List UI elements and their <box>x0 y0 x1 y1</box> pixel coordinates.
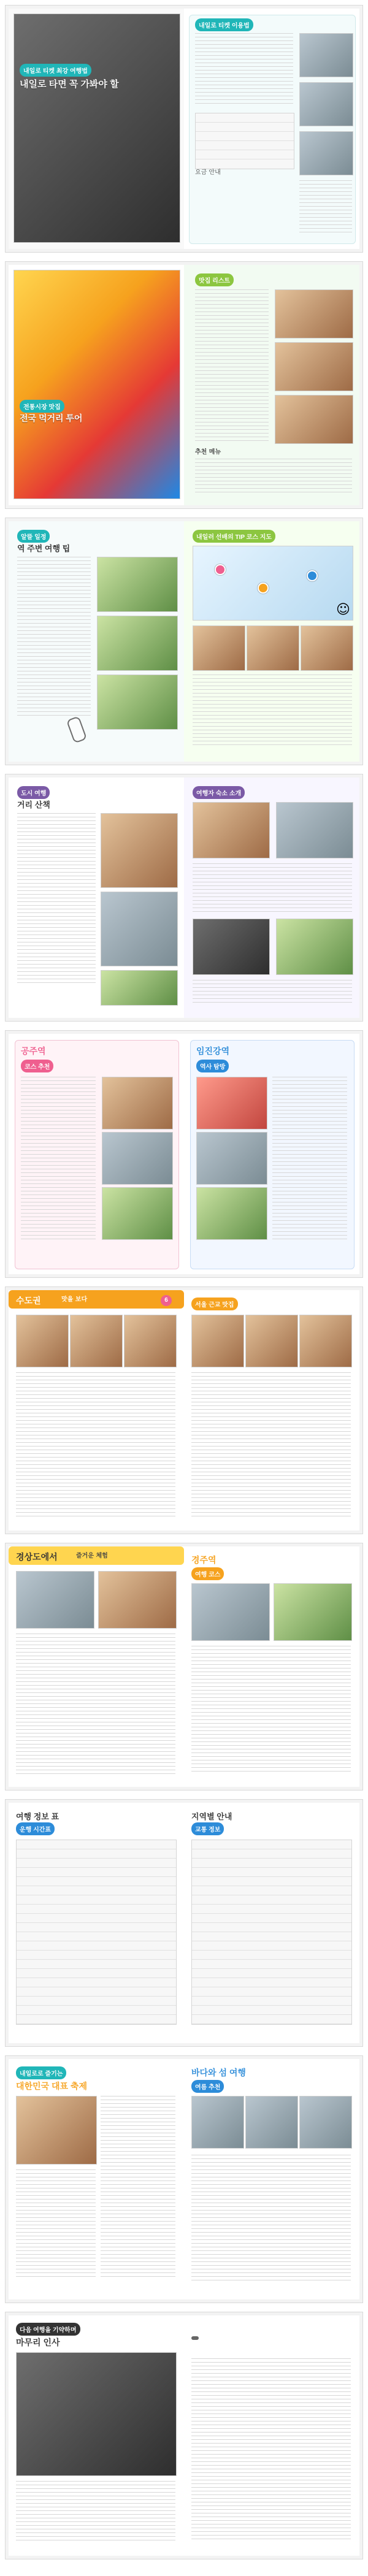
paperclip-icon <box>66 716 87 743</box>
spread-8 <box>5 1799 363 2047</box>
spread-8-right-title: 지역별 안내 <box>191 1812 232 1821</box>
spread-3-left-text <box>17 557 91 716</box>
spread-3-photo-a <box>97 557 178 612</box>
spread-4-left-text <box>17 813 96 985</box>
spread-5-right-photo-c <box>196 1187 267 1240</box>
spread-5-left-text <box>21 1077 96 1242</box>
spread-1 <box>5 5 363 253</box>
spread-6 <box>5 1286 363 1534</box>
spread-5-right-page <box>184 1034 359 1274</box>
spread-4-tag: 도시 여행 <box>17 786 50 799</box>
spread-8-right-page <box>184 1803 359 2043</box>
spread-9-title: 대한민국 대표 축제 <box>16 2081 87 2091</box>
spread-4-right-header: 여행자 숙소 소개 <box>193 786 245 799</box>
food-photo-2 <box>275 342 353 391</box>
spread-5-right-title: 임진강역 <box>196 1046 230 1056</box>
map-photo <box>193 546 353 621</box>
market-umbrellas-photo <box>13 270 180 499</box>
spread-9-right-title: 바다와 섬 여행 <box>191 2068 246 2077</box>
spread-6-right-header: 서울 근교 맛집 <box>191 1298 238 1310</box>
food-photo-1 <box>275 289 353 338</box>
spread-1-right-notes <box>299 180 352 235</box>
spread-2-tag: 전통시장 맛집 <box>20 400 64 413</box>
street-photo-3 <box>101 970 178 1006</box>
spread-4-right-text-a <box>193 863 352 912</box>
spread-5-right-text <box>272 1077 347 1242</box>
fare-table <box>195 113 294 169</box>
spread-4-right-text-b <box>193 980 352 1004</box>
spread-8-left-page <box>9 1803 184 2043</box>
spread-3 <box>5 518 363 765</box>
spread-4-right-page <box>184 778 359 1018</box>
spread-5-right-photo-a <box>196 1077 267 1129</box>
spread-2-title: 전국 먹거리 투어 <box>20 413 83 423</box>
smile-icon: ☺ <box>336 602 350 617</box>
spread-5-left-page <box>9 1034 184 1274</box>
guesthouse-photo-3 <box>193 919 270 975</box>
spread-6-right-photo-a <box>191 1315 244 1367</box>
spread-7-title: 경상도에서 <box>16 1552 58 1562</box>
spread-10-tag: 다음 여행을 기약하며 <box>16 2323 80 2336</box>
guesthouse-photo-1 <box>193 802 270 858</box>
spread-10-title: 마무리 인사 <box>16 2337 60 2347</box>
guesthouse-photo-2 <box>276 802 353 858</box>
spread-5-right-photo-b <box>196 1132 267 1185</box>
spread-2-right-list-title: 추천 메뉴 <box>195 449 221 456</box>
spread-5-photo-b <box>102 1132 173 1185</box>
spread-6-right-page <box>184 1290 359 1531</box>
spread-6-photo-c <box>124 1315 177 1367</box>
spread-2-right-header: 맛집 리스트 <box>195 273 234 286</box>
spread-2-right-text <box>195 289 269 443</box>
spread-7-photo-a <box>16 1571 94 1629</box>
spread-6-right-photo-b <box>245 1315 298 1367</box>
spread-7 <box>5 1543 363 1791</box>
map-pin-icon-3 <box>307 570 318 581</box>
spread-1-tag: 내일로 티켓 최강 여행법 <box>20 64 91 77</box>
spread-1-right-page <box>184 9 359 249</box>
spread-9-right-tag: 여름 추천 <box>191 2080 224 2093</box>
spread-4-title: 거리 산책 <box>17 800 50 809</box>
spread-7-right-page <box>184 1546 359 1787</box>
spread-2 <box>5 261 363 509</box>
spread-6-title: 수도권 <box>16 1296 41 1305</box>
spread-1-left-page <box>9 9 184 249</box>
spread-5-tag: 코스 추천 <box>21 1060 53 1072</box>
spread-6-photo-b <box>70 1315 123 1367</box>
spread-9 <box>5 2055 363 2303</box>
spread-6-right-text <box>191 1372 351 1519</box>
spread-8-right-tag: 교통 정보 <box>191 1822 224 1835</box>
spread-10 <box>5 2312 363 2559</box>
spread-7-tag: 즐거운 체험 <box>76 1553 108 1559</box>
spread-9-left-text <box>101 2096 175 2280</box>
spread-6-photo-a <box>16 1315 69 1367</box>
spread-3-photo-c <box>97 675 178 730</box>
spread-3-left-page <box>9 521 184 762</box>
spread-10-right-page <box>184 2315 359 2556</box>
spread-3-right-photo-a <box>193 625 245 671</box>
spread-5-title: 공주역 <box>21 1046 46 1056</box>
timetable-right <box>191 1840 352 2025</box>
spread-5 <box>5 1030 363 1278</box>
spread-7-left-text <box>16 1634 175 1775</box>
map-pin-icon-2 <box>258 583 269 594</box>
sea-photo-b <box>245 2096 298 2149</box>
spread-6-badge: 6 <box>161 1295 172 1306</box>
spread-9-left-page <box>9 2059 184 2299</box>
spread-2-right-list <box>195 459 352 493</box>
spread-7-right-tag: 여행 코스 <box>191 1567 224 1580</box>
spread-9-left-text-2 <box>16 2169 96 2280</box>
spread-3-tag: 알뜰 일정 <box>17 530 50 543</box>
spread-1-photo-b <box>299 82 353 126</box>
guesthouse-photo-4 <box>276 919 353 975</box>
spread-8-tag: 운행 시간표 <box>16 1822 55 1835</box>
food-photo-3 <box>275 395 353 444</box>
spread-1-photo-c <box>299 131 353 175</box>
spread-6-tag: 맛을 보다 <box>61 1296 88 1303</box>
timetable-left <box>16 1840 177 2025</box>
spread-3-right-text <box>193 675 352 748</box>
spread-1-right-header: 내일로 티켓 이용법 <box>195 18 253 31</box>
spread-9-tag: 내일로로 즐기는 <box>16 2066 66 2079</box>
spread-1-right-text <box>195 33 293 107</box>
spread-1-photo-a <box>299 33 353 77</box>
spread-3-right-page <box>184 521 359 762</box>
spread-7-right-photo-b <box>274 1583 352 1641</box>
spread-10-right-text <box>191 2358 351 2542</box>
spread-5-photo-a <box>102 1077 173 1129</box>
spread-7-left-page <box>9 1546 184 1787</box>
spread-9-right-text <box>191 2155 351 2284</box>
spread-9-right-page <box>184 2059 359 2299</box>
spread-7-right-photo-a <box>191 1583 270 1641</box>
spread-3-right-header: 내일러 선배의 TIP 코스 지도 <box>193 530 275 543</box>
spread-3-right-photo-c <box>301 625 353 671</box>
spread-3-title: 역 주변 여행 팁 <box>17 544 71 553</box>
street-photo-2 <box>101 892 178 966</box>
spread-1-title: 내일로 타면 꼭 가봐야 할 <box>20 79 119 90</box>
spread-4-left-page <box>9 778 184 1018</box>
spread-7-right-title: 경주역 <box>191 1555 217 1565</box>
sea-photo-a <box>191 2096 244 2149</box>
closing-photo <box>16 2352 177 2476</box>
spread-5-photo-c <box>102 1187 173 1240</box>
map-pin-icon-1 <box>215 564 226 575</box>
spread-8-title: 여행 정보 표 <box>16 1812 59 1821</box>
spread-3-right-photo-b <box>247 625 299 671</box>
spread-3-photo-b <box>97 616 178 671</box>
spread-10-left-page <box>9 2315 184 2556</box>
fare-table-caption: 요금 안내 <box>195 169 221 176</box>
spread-5-right-tag: 역사 탐방 <box>196 1060 229 1072</box>
train-interior-photo <box>13 13 180 243</box>
spread-10-right-tag <box>191 2336 199 2340</box>
festival-photo <box>16 2096 97 2165</box>
spread-4 <box>5 774 363 1022</box>
street-photo-1 <box>101 813 178 888</box>
spread-7-right-text <box>191 1646 351 1775</box>
spread-2-left-page <box>9 265 184 505</box>
spread-6-right-photo-c <box>299 1315 352 1367</box>
spread-7-photo-b <box>98 1571 177 1629</box>
spread-6-left-page <box>9 1290 184 1531</box>
spread-10-left-text <box>16 2481 175 2542</box>
sea-photo-c <box>299 2096 352 2149</box>
spread-6-left-text <box>16 1372 175 1519</box>
spread-2-right-page <box>184 265 359 505</box>
